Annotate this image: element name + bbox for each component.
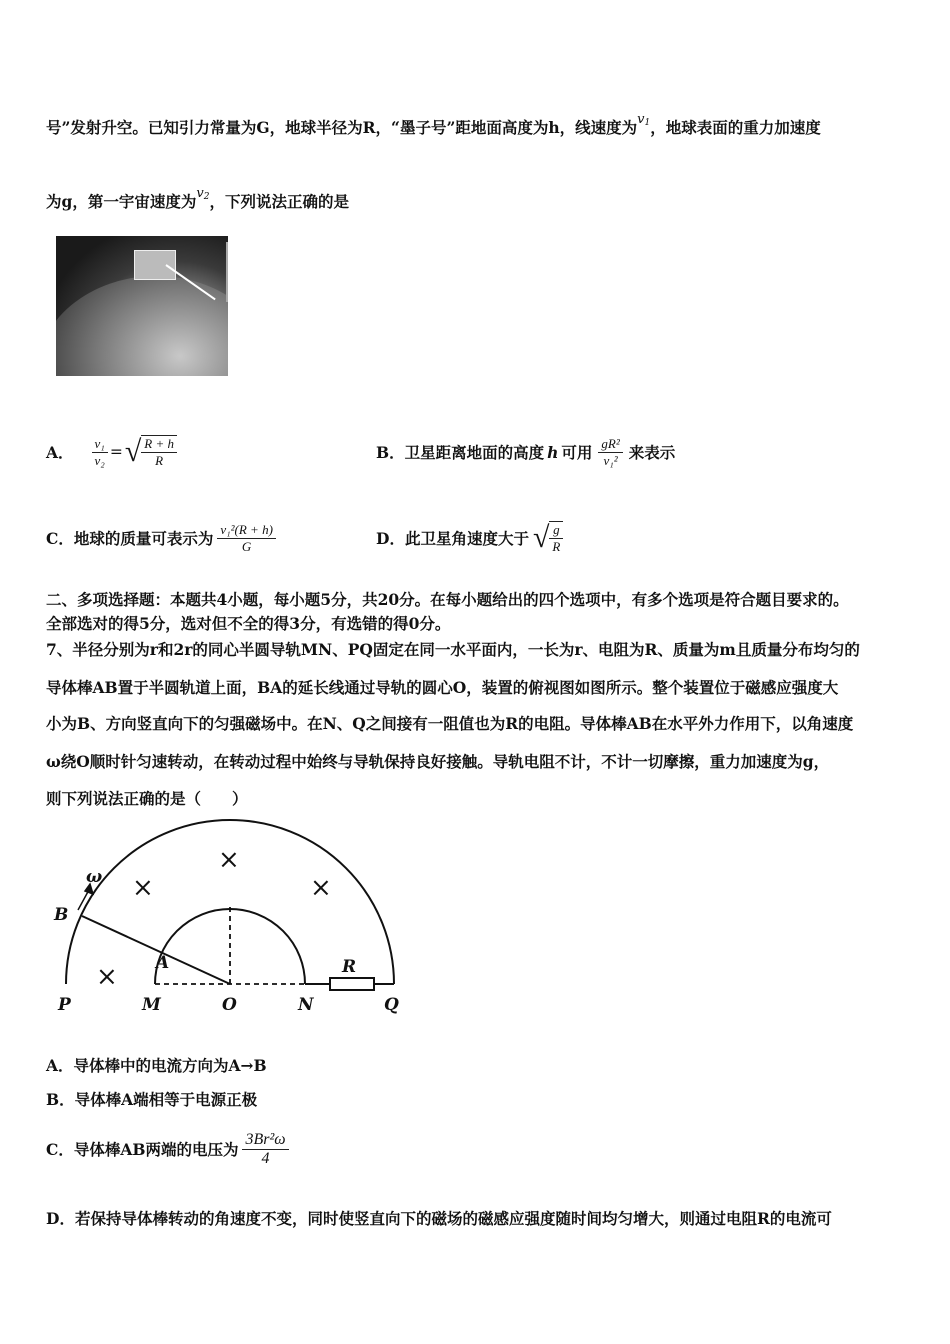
- label-m: M: [142, 995, 161, 1015]
- q6-option-b-mid: 可用: [561, 443, 593, 462]
- q6-option-d[interactable]: [376, 510, 563, 566]
- q7-line4: ω绕O顺时针匀速转动，在转动过程中始终与导轨保持良好接触。导轨电阻不计，不计一切摩擦，重力加速度为g，: [46, 752, 830, 771]
- satellite-image: [134, 250, 176, 280]
- q6-option-b-frac: $\frac{\text{gR²}}{\text{v₁²}}$: [598, 436, 622, 469]
- resistor-r: [330, 978, 374, 990]
- q7-option-b[interactable]: B．导体棒A端相等于电源正极: [46, 1090, 258, 1109]
- q6-option-c-frac: $\frac{\text{v₁²(R + h)}}{G}$: [217, 522, 276, 555]
- q6-option-a-label: A．: [46, 443, 74, 462]
- rail-diagram: [44, 812, 414, 1022]
- q7-line5: 则下列说法正确的是（ ）: [46, 789, 248, 808]
- q6-option-b[interactable]: [376, 424, 675, 480]
- label-n: N: [298, 995, 314, 1015]
- q6-option-a[interactable]: [46, 424, 177, 480]
- q6-line1-text: 号”发射升空。已知引力常量为G，地球半径为R，“墨子号”距地面高度为h，线速度为: [46, 118, 638, 137]
- label-q: Q: [384, 995, 399, 1015]
- label-p: P: [58, 995, 71, 1015]
- q7-option-a[interactable]: A．导体棒中的电流方向为A→B: [46, 1056, 267, 1075]
- satellite-photo: [56, 236, 228, 376]
- cross-mark: ×: [132, 873, 154, 903]
- q6-option-d-label: D．此卫星角速度大于: [376, 529, 529, 548]
- label-o: O: [222, 995, 237, 1015]
- q7-line1: 7、半径分别为r和2r的同心半圆导轨MN、PQ固定在同一水平面内，一长为r、电阻为R、质量为m且质量分布均匀的: [46, 640, 860, 659]
- equals-sign: =: [109, 443, 123, 461]
- cross-mark: ×: [96, 962, 118, 992]
- q6-option-a-lhs: $\frac{\text{v₁}}{\text{v₂}}$: [92, 436, 108, 469]
- q6-option-c-label: C．地球的质量可表示为: [46, 529, 214, 548]
- q6-line2: [46, 186, 349, 212]
- q6-line1: [46, 112, 821, 138]
- v2-symbol: v2: [196, 186, 210, 202]
- v1-symbol: v1: [637, 112, 651, 128]
- q6-line2-text: 为g，第一宇宙速度为: [46, 192, 197, 211]
- h-symbol: h: [547, 442, 559, 462]
- q6-line1-end: ，地球表面的重力加速度: [650, 118, 821, 137]
- q7-option-c-label: C．导体棒AB两端的电压为: [46, 1140, 239, 1159]
- q6-option-b-label: B．卫星距离地面的高度: [376, 443, 545, 462]
- q7-option-c[interactable]: [46, 1124, 289, 1174]
- q6-option-a-rhs: √ $\frac{R + h}{R}$: [125, 435, 177, 469]
- cross-mark: ×: [310, 873, 332, 903]
- section2-line1: 二、多项选择题：本题共4小题，每小题5分，共20分。在每小题给出的四个选项中，有多个选项是符合题目要求的。: [46, 590, 849, 609]
- cross-mark: ×: [218, 845, 240, 875]
- q7-option-c-frac: $\frac{\text{3Br²ω}}{4}$: [242, 1131, 288, 1168]
- solar-panel: [226, 242, 228, 302]
- label-omega: ω: [86, 867, 103, 887]
- label-b: B: [54, 905, 69, 925]
- label-a: A: [156, 953, 170, 973]
- q6-option-d-sqrt: √ $\frac{g}{R}$: [533, 521, 563, 555]
- q7-option-d[interactable]: D．若保持导体棒转动的角速度不变，同时使竖直向下的磁场的磁感应强度随时间均匀增大，则通过电阻R的电流可: [46, 1209, 832, 1228]
- label-r: R: [342, 957, 357, 977]
- q6-option-b-end: 来表示: [628, 443, 676, 462]
- q6-option-c[interactable]: [46, 510, 276, 566]
- q7-line2: 导体棒AB置于半圆轨道上面，BA的延长线通过导轨的圆心O，装置的俯视图如图所示。整个装置位于磁感应强度大: [46, 678, 839, 697]
- q6-line2-end: ，下列说法正确的是: [209, 192, 349, 211]
- q7-line3: 小为B、方向竖直向下的匀强磁场中。在N、Q之间接有一阻值也为R的电阻。导体棒AB在水平外力作用下，以角速度: [46, 714, 854, 733]
- section2-line2: 全部选对的得5分，选对但不全的得3分，有选错的得0分。: [46, 614, 451, 633]
